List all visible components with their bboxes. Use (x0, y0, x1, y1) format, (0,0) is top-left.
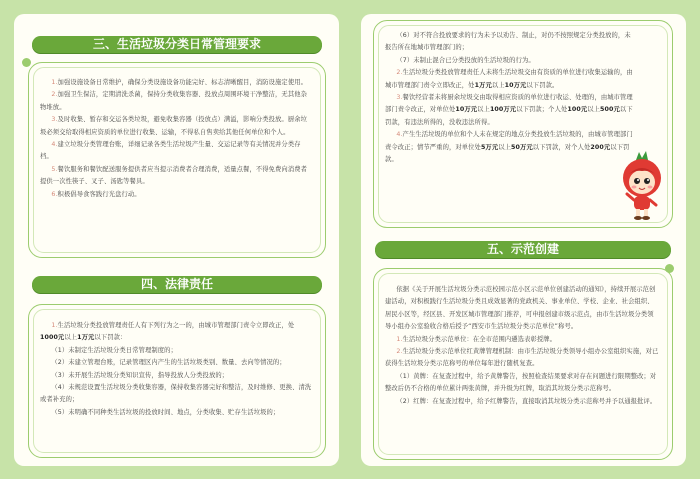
list-item: 3.餐饮经营者未将厨余垃圾交由取得相应资质的单位进行收运、处理的，由城市管理部门责令改正，对单位处10万元以上100万元以下罚款；个人处100元以上500元以下罚款，有违法所得的，没收违法所得。 (385, 94, 633, 126)
left-page (14, 14, 339, 466)
list-item: 1.加强设施设备日常维护，确保分类设施设备功能完好、标志清晰醒目，消防设施定使用。 (51, 79, 308, 86)
corner-dot (22, 58, 31, 67)
list-item: 4.建立垃圾分类管理台账，详细记录各类生活垃圾产生量、交运记录等有关情况并分类存档。 (40, 141, 301, 161)
list-item: （3）未开展生活垃圾分类知识宣传，指导投放人分类投放的； (51, 371, 229, 379)
list-item: （2）红牌：在复查过程中，给予红牌警告，直接取消其垃圾分类示范称号并予以通报批评。 (396, 397, 657, 405)
right-page (361, 14, 686, 466)
list-item: 6.积极倡导食客践行光盘行动。 (51, 190, 141, 198)
list-item: 3.及时收集、暂存和交运各类垃圾，避免收集容器（投放点）满溢，影响分类投放。厨余垃圾必须交给取得相应资质的单位进行收集、运输，不得私自售卖给其他任何单位和个人。 (40, 116, 308, 136)
list-item: 2.生活垃圾分类示范单位红黄牌管理机制：由市生活垃圾分类领导小组办公室组织实施，对已获得生活垃圾分类示范称号的单位每年进行随机复查。 (385, 348, 659, 368)
list-item: （4）未规范设置生活垃圾分类收集容器，保持收集容器完好和整洁，及时维修、更换、清洗或者补充的； (40, 384, 312, 404)
list-item: 2.加强卫生保洁，定期清洗杀菌，保持分类收集容器、投放点周围环境干净整洁，无其他杂物堆放。 (40, 91, 308, 111)
list-item: （5）未明确不同种类生活垃圾的投放时间、地点，分类收集、贮存生活垃圾的； (51, 408, 280, 416)
section5-body (385, 284, 659, 408)
list-item: 1.生活垃圾分类投放管理责任人有下列行为之一的，由城市管理部门责令立即改正，处1000元以上1万元以下罚款： (40, 322, 295, 342)
section4-body (40, 320, 312, 419)
list-item: （1）未制定生活垃圾分类日常管理制度的； (51, 346, 177, 354)
section5-intro: 依据《关于开展生活垃圾分类示范校园示范小区示范单位创建活动的通知》，持续开展示范创建活动，对积极践行生活垃圾分类且成效显著的党政机关、事业单位、学校、企业、社会组织、居民小区等，经区县、开发区城市管理部门推荐，可申报创建市级示范点，由市生活垃圾分类领导小组办公室验收合格后授予“西安市生活垃圾分类示范单位”称号。 (385, 286, 656, 331)
list-item: （6）对不符合投放要求的行为未予以劝告、制止，对仍不按照规定分类投放的，未报告所在地城市管理部门的； (385, 32, 631, 52)
list-item: 4.产生生活垃圾的单位和个人未在规定的地点分类投放生活垃圾的，由城市管理部门责令改正；情节严重的，对单位处5万元以上50万元以下罚款，对个人处200元以下罚款。 (385, 131, 633, 164)
pomegranate-mascot-icon (619, 150, 665, 222)
corner-dot (665, 264, 674, 273)
section3-body (40, 77, 312, 201)
list-item: （7）未制止混合已分类投放的生活垃圾的行为。 (396, 56, 535, 64)
list-item: 1.生活垃圾分类示范单位：在全市范围内遴选表彰授牌。 (396, 335, 557, 343)
list-item: （2）未建立管理台账，记录管理区内产生的生活垃圾类别、数量、去向等情况的； (51, 359, 286, 367)
list-item: 5.餐饮服务和餐饮配送服务提供者应当提示消费者合理消费，适量点餐，不得免费向消费者提供一次性筷子、叉子、汤匙等餐具。 (40, 165, 308, 186)
section5-title: 五、示范创建 (375, 241, 671, 258)
section3-title: 三、生活垃圾分类日常管理要求 (32, 36, 322, 53)
continued-body (385, 30, 637, 166)
list-item: （1）黄牌：在复查过程中，给予黄牌警告，按照检查结果要求对存在问题进行限期整改；对整改后仍不合格的单位累计两张黄牌，并升级为红牌，取消其垃圾分类示范称号。 (385, 372, 657, 393)
list-item: 2.生活垃圾分类投放管理责任人未将生活垃圾交由有资质的单位进行收集运输的，由城市管理部门责令立即改正，处1万元以上10万元以下罚款。 (385, 69, 633, 89)
section4-title: 四、法律责任 (32, 276, 322, 293)
